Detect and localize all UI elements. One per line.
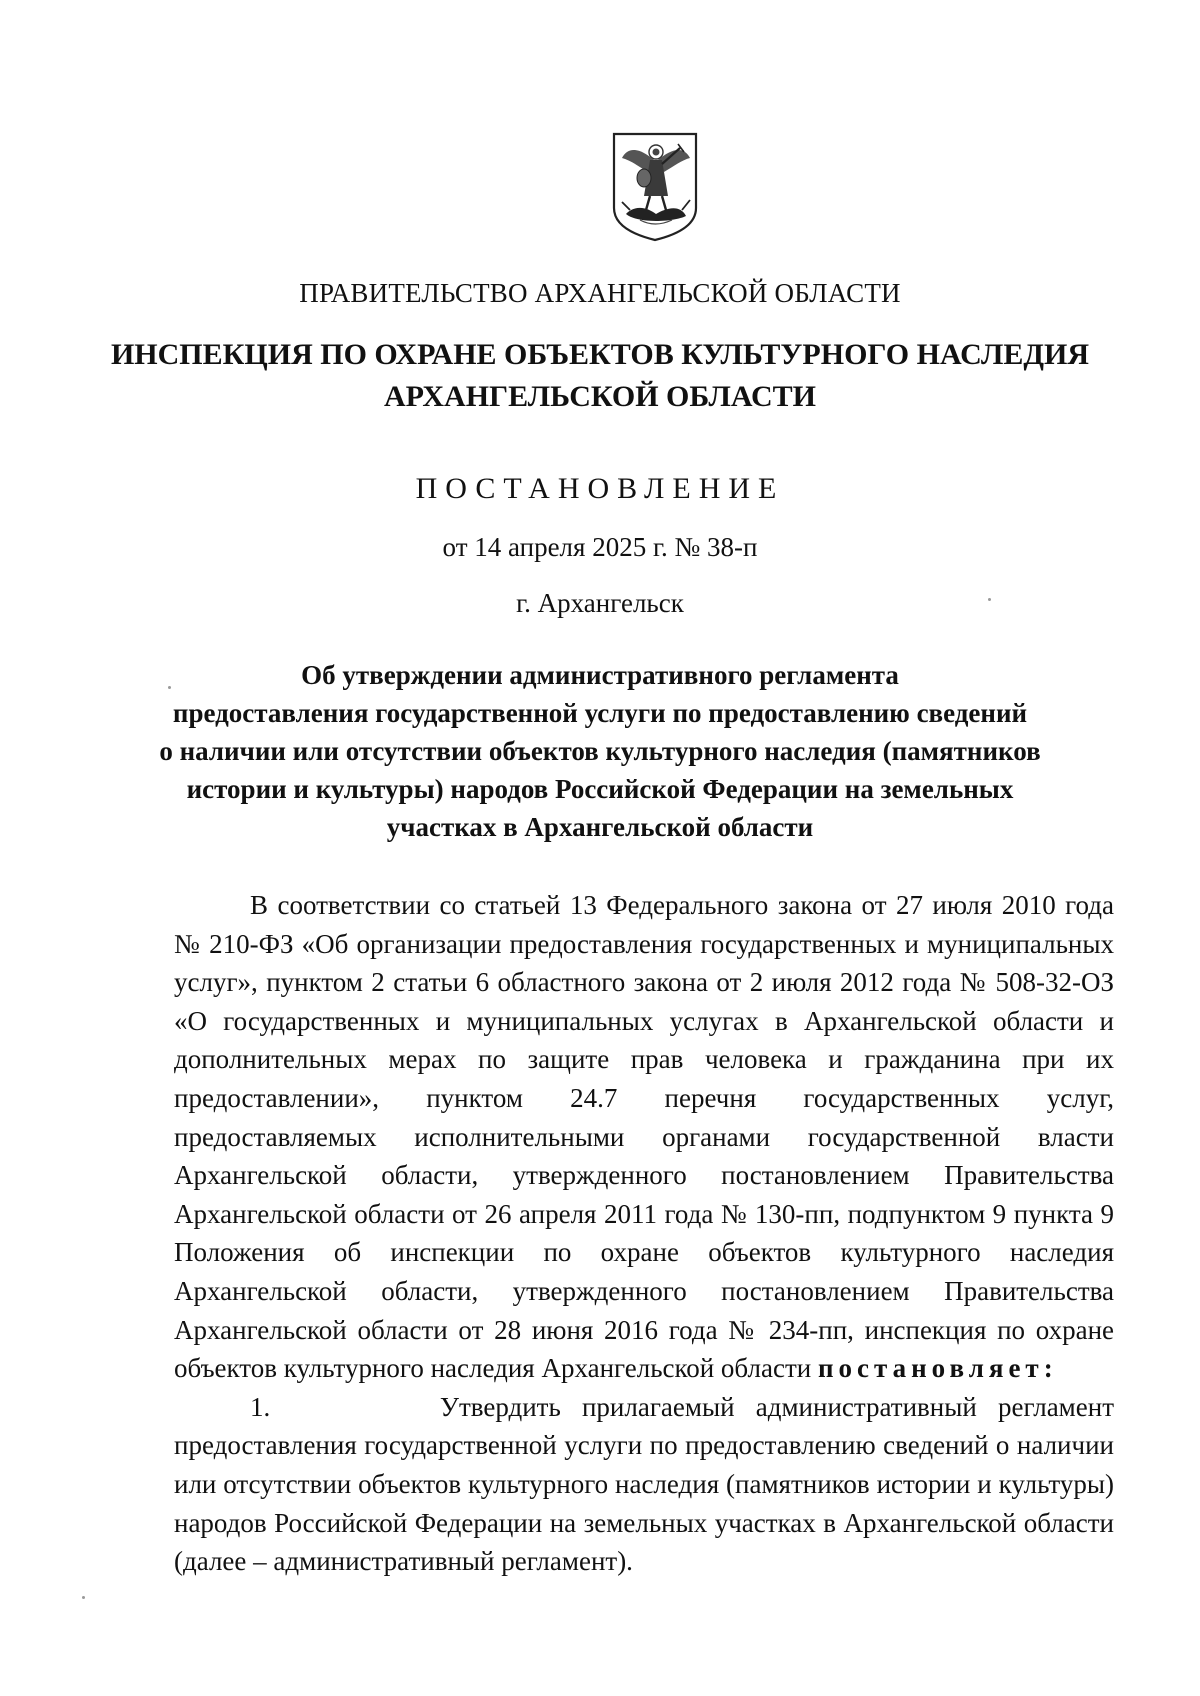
document-body <box>174 886 1114 1581</box>
scan-speck <box>168 686 171 689</box>
title-line: участках в Архангельской области <box>386 812 814 842</box>
document-type: ПОСТАНОВЛЕНИЕ <box>415 472 785 505</box>
preamble-paragraph <box>174 886 1114 1388</box>
organization-name <box>0 334 1200 418</box>
government-name: ПРАВИТЕЛЬСТВО АРХАНГЕЛЬСКОЙ ОБЛАСТИ <box>299 278 901 308</box>
decree-word: постановляет: <box>817 1353 1058 1384</box>
document-date-number: от 14 апреля 2025 г. № 38-п <box>442 532 758 562</box>
document-title <box>150 656 1050 846</box>
item-1-text: Утвердить прилагаемый административный регламент предоставления государственной услуги по предоставлению сведений о наличии или отсутствии объектов культурного наследия (памятников истории и культуры) народов Российской Федерации на земельных участках в Архангельской области (далее – административный регламент). <box>174 1391 1114 1577</box>
scan-speck <box>82 1596 85 1599</box>
title-line: Об утверждении административного регламента <box>301 660 899 690</box>
organization-name-line-2: АРХАНГЕЛЬСКОЙ ОБЛАСТИ <box>384 380 816 413</box>
archangel-coat-of-arms-icon <box>610 130 700 244</box>
document-city: г. Архангельск <box>516 588 684 618</box>
scan-speck <box>988 598 991 601</box>
title-line: истории и культуры) народов Российской Федерации на земельных <box>186 774 1014 804</box>
title-line: о наличии или отсутствии объектов культурного наследия (памятников <box>159 736 1041 766</box>
item-1-paragraph <box>174 1388 1114 1581</box>
item-1-number: 1. <box>250 1391 271 1422</box>
preamble-text: В соответствии со статьей 13 Федерального закона от 27 июля 2010 года № 210-ФЗ «Об организации предоставления государственных и муниципальных услуг», пунктом 2 статьи 6 областного закона от 2 июля 2012 года № 508-32-ОЗ «О государственных и муниципальных услугах в Архангельской области и дополнительных мерах по защите прав человека и гражданина при их предоставлении», пунктом 24.7 перечня государственных услуг, предоставляемых исполнительными органами государственной власти Архангельской области, утвержденного постановлением Правительства Архангельской области от 26 апреля 2011 года № 130-пп, подпунктом 9 пункта 9 Положения об инспекции по охране объектов культурного наследия Архангельской области, утвержденного постановлением Правительства Архангельской области от 28 июня 2016 года № 234-пп, инспекция по охране объектов культурного наследия Архангельской области <box>174 890 1114 1384</box>
title-line: предоставления государственной услуги по предоставлению сведений <box>172 698 1028 728</box>
organization-name-line-1: ИНСПЕКЦИЯ ПО ОХРАНЕ ОБЪЕКТОВ КУЛЬТУРНОГО НАСЛЕДИЯ <box>110 338 1090 371</box>
